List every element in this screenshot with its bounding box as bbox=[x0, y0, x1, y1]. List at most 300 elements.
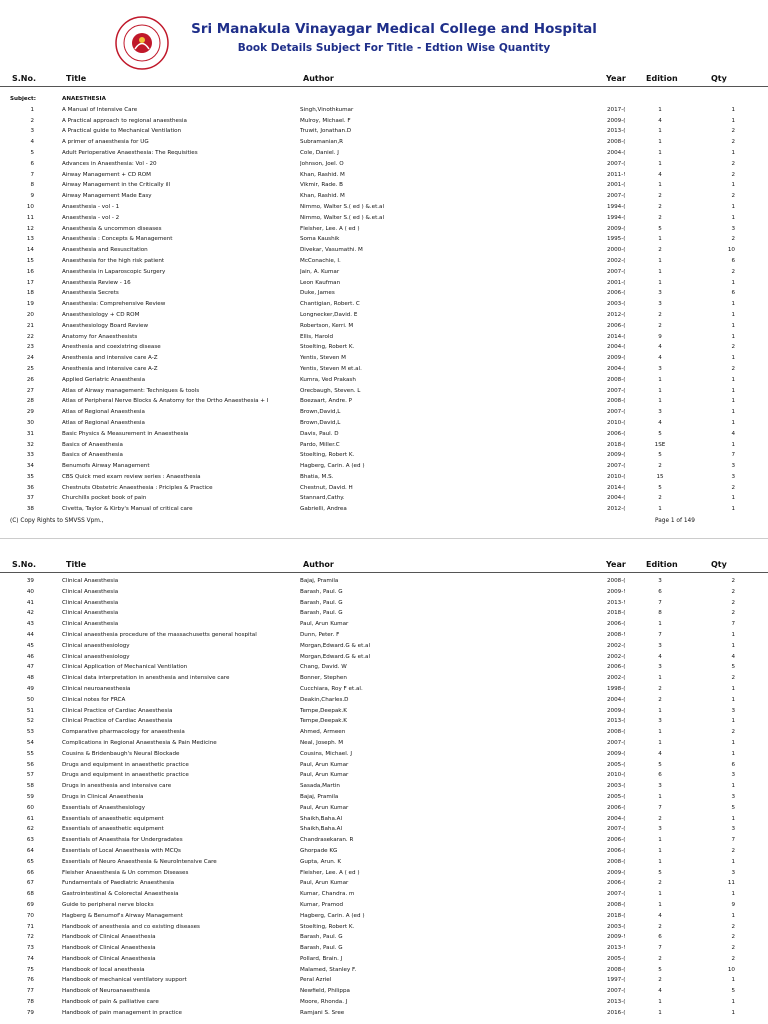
year: 2018-( bbox=[607, 912, 626, 919]
edition: 1 bbox=[658, 387, 662, 394]
serial-number: 28 bbox=[26, 398, 34, 405]
author-name: Tempe,Deepak.K bbox=[300, 718, 347, 725]
book-title: Clinical Practice of Cardiac Anaesthesia bbox=[62, 707, 173, 714]
book-title: A Practical approach to regional anaesthesia bbox=[62, 117, 187, 124]
quantity: 3 bbox=[731, 707, 735, 714]
quantity: 5 bbox=[731, 804, 735, 811]
quantity: 2 bbox=[731, 847, 735, 854]
serial-number: 49 bbox=[26, 685, 34, 692]
book-title: Handbook of Clinical Anaesthesia bbox=[62, 934, 156, 941]
author-name: Deakin,Charles.D bbox=[300, 696, 349, 703]
year: 2001-( bbox=[607, 279, 626, 286]
column-header-row bbox=[0, 70, 768, 87]
author-name: Nimmo, Walter S.( ed ) &.et.al bbox=[300, 214, 385, 221]
serial-number: 24 bbox=[26, 355, 34, 362]
institution-name: Sri Manakula Vinayagar Medical College and Hospital bbox=[191, 21, 597, 37]
year: 2006-( bbox=[607, 847, 626, 854]
book-title: Clinical Application of Mechanical Ventilation bbox=[62, 664, 188, 671]
author-name: Barash, Paul. G bbox=[300, 599, 343, 606]
edition: 3 bbox=[658, 664, 662, 671]
author-name: Bhatia, M.S. bbox=[300, 473, 334, 480]
book-title: Anaesthesiology + CD ROM bbox=[62, 311, 140, 318]
quantity: 2 bbox=[731, 171, 735, 178]
book-title: Applied Geriatric Anaesthesia bbox=[62, 376, 145, 383]
quantity: 2 bbox=[731, 599, 735, 606]
edition: 15 bbox=[656, 473, 664, 480]
author-name: Leon Kaufman bbox=[300, 279, 341, 286]
col-author: Author bbox=[303, 74, 334, 83]
serial-number: 25 bbox=[26, 365, 34, 372]
serial-number: 9 bbox=[30, 193, 34, 200]
col-edition: Edition bbox=[646, 74, 678, 83]
author-name: Chestnut, David. H bbox=[300, 484, 353, 491]
table-row bbox=[0, 137, 768, 148]
author-name: Truwit, Jonathan.D bbox=[300, 128, 352, 135]
book-title: Anesthesia and intensive care A-Z bbox=[62, 365, 158, 372]
year: 2009-( bbox=[607, 355, 626, 362]
serial-number: 61 bbox=[26, 815, 34, 822]
quantity: 1 bbox=[731, 117, 735, 124]
edition: 7 bbox=[658, 945, 662, 952]
serial-number: 73 bbox=[26, 945, 34, 952]
author-name: Divekar, Vasumathi. M bbox=[300, 247, 363, 254]
author-name: Gabrielli, Andrea bbox=[300, 506, 347, 513]
book-title: Anaesthesia : Concepts & Management bbox=[62, 236, 173, 243]
serial-number: 35 bbox=[26, 473, 34, 480]
edition: 1 bbox=[658, 707, 662, 714]
author-name: Cole, Daniel. J bbox=[300, 149, 339, 156]
table-row bbox=[0, 148, 768, 159]
author-name: Newfield, Philippa bbox=[300, 988, 350, 995]
author-name: Duke, James bbox=[300, 290, 335, 297]
edition: 2 bbox=[658, 247, 662, 254]
serial-number: 34 bbox=[26, 463, 34, 470]
serial-number: 1 bbox=[30, 106, 34, 113]
year: 2003-( bbox=[607, 783, 626, 790]
table-row bbox=[0, 922, 768, 933]
edition: 2 bbox=[658, 203, 662, 210]
year: 2003-( bbox=[607, 301, 626, 308]
serial-number: 79 bbox=[26, 1009, 34, 1016]
edition: 2 bbox=[658, 685, 662, 692]
serial-number: 20 bbox=[26, 311, 34, 318]
author-name: Stannard,Cathy. bbox=[300, 495, 345, 502]
year: 2013-( bbox=[607, 999, 626, 1006]
author-name: Moore, Rhonda. J bbox=[300, 999, 348, 1006]
book-title: Handbook of Clinical Anaesthesia bbox=[62, 955, 156, 962]
table-row bbox=[0, 630, 768, 641]
author-name: Vikmir, Rade. B bbox=[300, 182, 343, 189]
edition: 1 bbox=[658, 1009, 662, 1016]
quantity: 3 bbox=[731, 463, 735, 470]
quantity: 2 bbox=[731, 193, 735, 200]
table-row bbox=[0, 803, 768, 814]
year: 2013-( bbox=[607, 128, 626, 135]
author-name: Bajaj, Pramila bbox=[300, 793, 339, 800]
edition: 2 bbox=[658, 815, 662, 822]
edition: 2 bbox=[658, 955, 662, 962]
year: 2007-( bbox=[607, 268, 626, 275]
year: 2013-( bbox=[607, 718, 626, 725]
table-row bbox=[0, 716, 768, 727]
quantity: 2 bbox=[731, 675, 735, 682]
table-row bbox=[0, 429, 768, 440]
edition: 1 bbox=[658, 398, 662, 405]
year: 2009-( bbox=[607, 750, 626, 757]
edition: 3 bbox=[658, 783, 662, 790]
edition: 1 bbox=[658, 128, 662, 135]
author-name: Nimmo, Walter S.( ed ) &.et.al bbox=[300, 203, 385, 210]
author-name: Fleisher, Lee. A ( ed ) bbox=[300, 869, 360, 876]
year: 2007-( bbox=[607, 193, 626, 200]
table-row bbox=[0, 868, 768, 879]
serial-number: 50 bbox=[26, 696, 34, 703]
year: 2009-( bbox=[607, 225, 626, 232]
edition: 1 bbox=[658, 793, 662, 800]
book-title: Drugs in Clinical Anaesthesia bbox=[62, 793, 144, 800]
author-name: Bonner, Stephen bbox=[300, 675, 347, 682]
author-name: Dunn, Peter. F bbox=[300, 631, 340, 638]
year: 2008-( bbox=[607, 578, 626, 584]
table-row bbox=[0, 878, 768, 889]
table-row bbox=[0, 213, 768, 224]
author-name: Paul, Arun Kumar bbox=[300, 880, 349, 887]
table-row bbox=[0, 493, 768, 504]
edition: 1 bbox=[658, 279, 662, 286]
quantity: 1 bbox=[731, 398, 735, 405]
book-title: Anesthesia and intensive care A-Z bbox=[62, 355, 158, 362]
page-footer bbox=[0, 515, 768, 527]
book-title: Clinical Anaesthesia bbox=[62, 599, 119, 606]
book-title: Clinical Anaesthesia bbox=[62, 588, 119, 595]
serial-number: 6 bbox=[30, 160, 34, 167]
quantity: 7 bbox=[731, 837, 735, 844]
table-row bbox=[0, 418, 768, 429]
author-name: Chandrasekaran. R bbox=[300, 837, 354, 844]
serial-number: 12 bbox=[26, 225, 34, 232]
book-title: Atlas of Peripheral Nerve Blocks & Anatomy for the Ortho Anaesthesia + I bbox=[62, 398, 269, 405]
quantity: 2 bbox=[731, 160, 735, 167]
edition: 1 bbox=[658, 268, 662, 275]
year: 1995-( bbox=[607, 236, 626, 243]
subject-label: Subject: bbox=[10, 96, 36, 102]
quantity: 2 bbox=[731, 923, 735, 930]
table-row bbox=[0, 461, 768, 472]
serial-number: 39 bbox=[26, 578, 34, 584]
book-title: Clinical Anaesthesia bbox=[62, 610, 119, 617]
table-row bbox=[0, 608, 768, 619]
table-row bbox=[0, 245, 768, 256]
serial-number: 62 bbox=[26, 826, 34, 833]
year: 2008-( bbox=[607, 139, 626, 146]
book-title: Essentials of anaesthetic equipment bbox=[62, 826, 164, 833]
book-title: Essentials of Neuro Anaesthesia & NeuroIntensive Care bbox=[62, 858, 217, 865]
serial-number: 44 bbox=[26, 631, 34, 638]
quantity: 6 bbox=[731, 761, 735, 768]
edition: 2 bbox=[658, 214, 662, 221]
table-row bbox=[0, 792, 768, 803]
year: 2001-( bbox=[607, 182, 626, 189]
quantity: 3 bbox=[731, 473, 735, 480]
table-row bbox=[0, 234, 768, 245]
serial-number: 69 bbox=[26, 901, 34, 908]
book-title: Guide to peripheral nerve blocks bbox=[62, 901, 154, 908]
edition: 4 bbox=[658, 988, 662, 995]
book-title: Drugs and equipment in anaesthetic practice bbox=[62, 761, 189, 768]
quantity: 4 bbox=[731, 430, 735, 437]
author-name: Khan, Rashid. M bbox=[300, 193, 345, 200]
quantity: 5 bbox=[731, 988, 735, 995]
edition: 2 bbox=[658, 311, 662, 318]
serial-number: 58 bbox=[26, 783, 34, 790]
quantity: 2 bbox=[731, 934, 735, 941]
year: 2012-( bbox=[607, 311, 626, 318]
book-title: Essentials of Anaesthesiology bbox=[62, 804, 146, 811]
quantity: 2 bbox=[731, 955, 735, 962]
author-name: Shaikh,Baha.Al bbox=[300, 826, 343, 833]
edition: 3 bbox=[658, 409, 662, 416]
book-title: Clinical anaesthesia procedure of the massachusetts general hospital bbox=[62, 631, 257, 638]
book-title: Basics of Anaesthesia bbox=[62, 441, 123, 448]
edition: 3 bbox=[658, 365, 662, 372]
quantity: 1 bbox=[731, 815, 735, 822]
table-row bbox=[0, 749, 768, 760]
author-name: Malamed, Stanley F. bbox=[300, 966, 357, 973]
author-name: Ahmed, Armeen bbox=[300, 729, 346, 736]
edition: 2 bbox=[658, 322, 662, 329]
quantity: 6 bbox=[731, 290, 735, 297]
col-edition: Edition bbox=[646, 560, 678, 569]
author-name: Stoelting, Robert K. bbox=[300, 923, 355, 930]
author-name: Ramjani S. Sree bbox=[300, 1009, 345, 1016]
year: 2004-( bbox=[607, 696, 626, 703]
table-row bbox=[0, 760, 768, 771]
year: 2014-( bbox=[607, 484, 626, 491]
quantity: 1 bbox=[731, 387, 735, 394]
year: 2004-( bbox=[607, 495, 626, 502]
year: 2008-( bbox=[607, 858, 626, 865]
year: 2008-( bbox=[607, 966, 626, 973]
year: 2010-( bbox=[607, 473, 626, 480]
col-sno: S.No. bbox=[12, 560, 37, 569]
book-title: Adult Perioperative Anaesthesia: The Requisities bbox=[62, 149, 198, 156]
table-row bbox=[0, 652, 768, 663]
edition: 3 bbox=[658, 718, 662, 725]
serial-number: 38 bbox=[26, 506, 34, 513]
quantity: 1 bbox=[731, 203, 735, 210]
quantity: 1 bbox=[731, 333, 735, 340]
quantity: 1 bbox=[731, 301, 735, 308]
serial-number: 11 bbox=[26, 214, 34, 221]
col-year: Year bbox=[606, 74, 626, 83]
serial-number: 2 bbox=[30, 117, 34, 124]
quantity: 3 bbox=[731, 826, 735, 833]
table-row bbox=[0, 224, 768, 235]
table-row bbox=[0, 105, 768, 116]
book-title: Anaesthesia - vol - 1 bbox=[62, 203, 120, 210]
table-row bbox=[0, 781, 768, 792]
year: 2009-( bbox=[607, 707, 626, 714]
book-title: Cousins & Bridenbaugh's Neural Blockade bbox=[62, 750, 180, 757]
edition: 9 bbox=[658, 333, 662, 340]
quantity: 2 bbox=[731, 588, 735, 595]
col-year: Year bbox=[606, 560, 626, 569]
table-row bbox=[0, 943, 768, 954]
table-row bbox=[0, 857, 768, 868]
year: 2018-( bbox=[607, 441, 626, 448]
serial-number: 55 bbox=[26, 750, 34, 757]
serial-number: 16 bbox=[26, 268, 34, 275]
author-name: Kumar, Chandra. m bbox=[300, 891, 355, 898]
quantity: 1 bbox=[731, 999, 735, 1006]
author-name: Paul, Arun Kumar bbox=[300, 761, 349, 768]
book-title: Comparative pharmacology for anaesthesia bbox=[62, 729, 185, 736]
year: 2009-! bbox=[607, 934, 626, 941]
year: 2014-( bbox=[607, 333, 626, 340]
edition: 2 bbox=[658, 463, 662, 470]
year: 2007-( bbox=[607, 387, 626, 394]
table-row bbox=[0, 673, 768, 684]
table-row bbox=[0, 997, 768, 1008]
book-title: Anaesthesia in Laparoscopic Surgery bbox=[62, 268, 166, 275]
author-name: Barash, Paul. G bbox=[300, 610, 343, 617]
serial-number: 52 bbox=[26, 718, 34, 725]
edition: 6 bbox=[658, 934, 662, 941]
serial-number: 43 bbox=[26, 621, 34, 628]
table-row bbox=[0, 472, 768, 483]
table-row bbox=[0, 267, 768, 278]
author-name: Hagberg, Carin. A (ed ) bbox=[300, 463, 365, 470]
table-row bbox=[0, 695, 768, 706]
serial-number: 36 bbox=[26, 484, 34, 491]
author-name: Longnecker,David. E bbox=[300, 311, 358, 318]
table-row bbox=[0, 364, 768, 375]
edition: 2 bbox=[658, 977, 662, 984]
serial-number: 68 bbox=[26, 891, 34, 898]
table-row bbox=[0, 684, 768, 695]
quantity: 1 bbox=[731, 441, 735, 448]
col-author: Author bbox=[303, 560, 334, 569]
table-row bbox=[0, 396, 768, 407]
column-header-row bbox=[0, 556, 768, 573]
edition: 4 bbox=[658, 750, 662, 757]
table-row bbox=[0, 310, 768, 321]
author-name: Paul, Arun Kumar bbox=[300, 772, 349, 779]
author-name: Ellis, Harold bbox=[300, 333, 334, 340]
table-row bbox=[0, 986, 768, 997]
author-name: Paul, Arun Kumar bbox=[300, 621, 349, 628]
author-name: Soma Kaushik bbox=[300, 236, 340, 243]
book-title: Handbook of pain management in practice bbox=[62, 1009, 182, 1016]
author-name: Subramanian,R bbox=[300, 139, 343, 146]
edition: 3 bbox=[658, 301, 662, 308]
quantity: 1 bbox=[731, 642, 735, 649]
author-name: Cousins, Michael. J bbox=[300, 750, 352, 757]
quantity: 3 bbox=[731, 869, 735, 876]
year: 1994-( bbox=[607, 203, 626, 210]
quantity: 2 bbox=[731, 578, 735, 584]
author-name: Brown,David,L bbox=[300, 409, 341, 416]
year: 2018-( bbox=[607, 610, 626, 617]
table-row bbox=[0, 299, 768, 310]
edition: 3 bbox=[658, 290, 662, 297]
serial-number: 45 bbox=[26, 642, 34, 649]
quantity: 1 bbox=[731, 696, 735, 703]
quantity: 7 bbox=[731, 452, 735, 459]
quantity: 3 bbox=[731, 225, 735, 232]
quantity: 5 bbox=[731, 664, 735, 671]
quantity: 10 bbox=[727, 966, 735, 973]
book-table-page-2 bbox=[0, 576, 768, 1019]
author-name: Barash, Paul. G bbox=[300, 934, 343, 941]
quantity: 11 bbox=[727, 880, 735, 887]
author-name: Chang, David. W bbox=[300, 664, 347, 671]
serial-number: 66 bbox=[26, 869, 34, 876]
quantity: 1 bbox=[731, 106, 735, 113]
edition: 5 bbox=[658, 869, 662, 876]
table-row bbox=[0, 504, 768, 515]
book-title: Handbook of anesthesia and co existing diseases bbox=[62, 923, 200, 930]
year: 2009-! bbox=[607, 588, 626, 595]
year: 2007-( bbox=[607, 463, 626, 470]
author-name: McConachie, I. bbox=[300, 257, 341, 264]
book-title: Essentials of Local Anaesthesia with MCQs bbox=[62, 847, 181, 854]
author-name: Davis, Paul. D bbox=[300, 430, 339, 437]
edition: 1 bbox=[658, 891, 662, 898]
edition: 5 bbox=[658, 761, 662, 768]
table-row bbox=[0, 662, 768, 673]
table-row bbox=[0, 375, 768, 386]
report-title: Book Details Subject For Title - Edtion Wise Quantity bbox=[237, 42, 551, 54]
serial-number: 42 bbox=[26, 610, 34, 617]
year: 2002-( bbox=[607, 653, 626, 660]
edition: 5 bbox=[658, 452, 662, 459]
author-name: Jain, A. Kumar bbox=[300, 268, 340, 275]
table-row bbox=[0, 353, 768, 364]
table-row bbox=[0, 116, 768, 127]
table-row bbox=[0, 180, 768, 191]
year: 2003-( bbox=[607, 923, 626, 930]
edition: 1 bbox=[658, 901, 662, 908]
table-row bbox=[0, 587, 768, 598]
table-row bbox=[0, 619, 768, 630]
edition: 1 bbox=[658, 729, 662, 736]
book-title: Anatomy for Anaesthesists bbox=[62, 333, 138, 340]
year: 2006-( bbox=[607, 430, 626, 437]
table-row bbox=[0, 450, 768, 461]
quantity: 10 bbox=[727, 247, 735, 254]
book-title: Atlas of Regional Anaesthesia bbox=[62, 419, 145, 426]
book-title: Clinical Anaesthesia bbox=[62, 621, 119, 628]
edition: 1 bbox=[658, 999, 662, 1006]
serial-number: 48 bbox=[26, 675, 34, 682]
serial-number: 54 bbox=[26, 739, 34, 746]
edition: 3 bbox=[658, 578, 662, 584]
serial-number: 14 bbox=[26, 247, 34, 254]
year: 2004-( bbox=[607, 344, 626, 351]
table-row bbox=[0, 159, 768, 170]
serial-number: 72 bbox=[26, 934, 34, 941]
book-title: Basic Physics & Measurement in Anaesthesia bbox=[62, 430, 189, 437]
quantity: 2 bbox=[731, 344, 735, 351]
year: 2006-( bbox=[607, 664, 626, 671]
edition: 1 bbox=[658, 257, 662, 264]
author-name: Chantigian, Robert. C bbox=[300, 301, 360, 308]
edition: 2 bbox=[658, 696, 662, 703]
table-row bbox=[0, 846, 768, 857]
table-row bbox=[0, 191, 768, 202]
year: 2000-( bbox=[607, 247, 626, 254]
